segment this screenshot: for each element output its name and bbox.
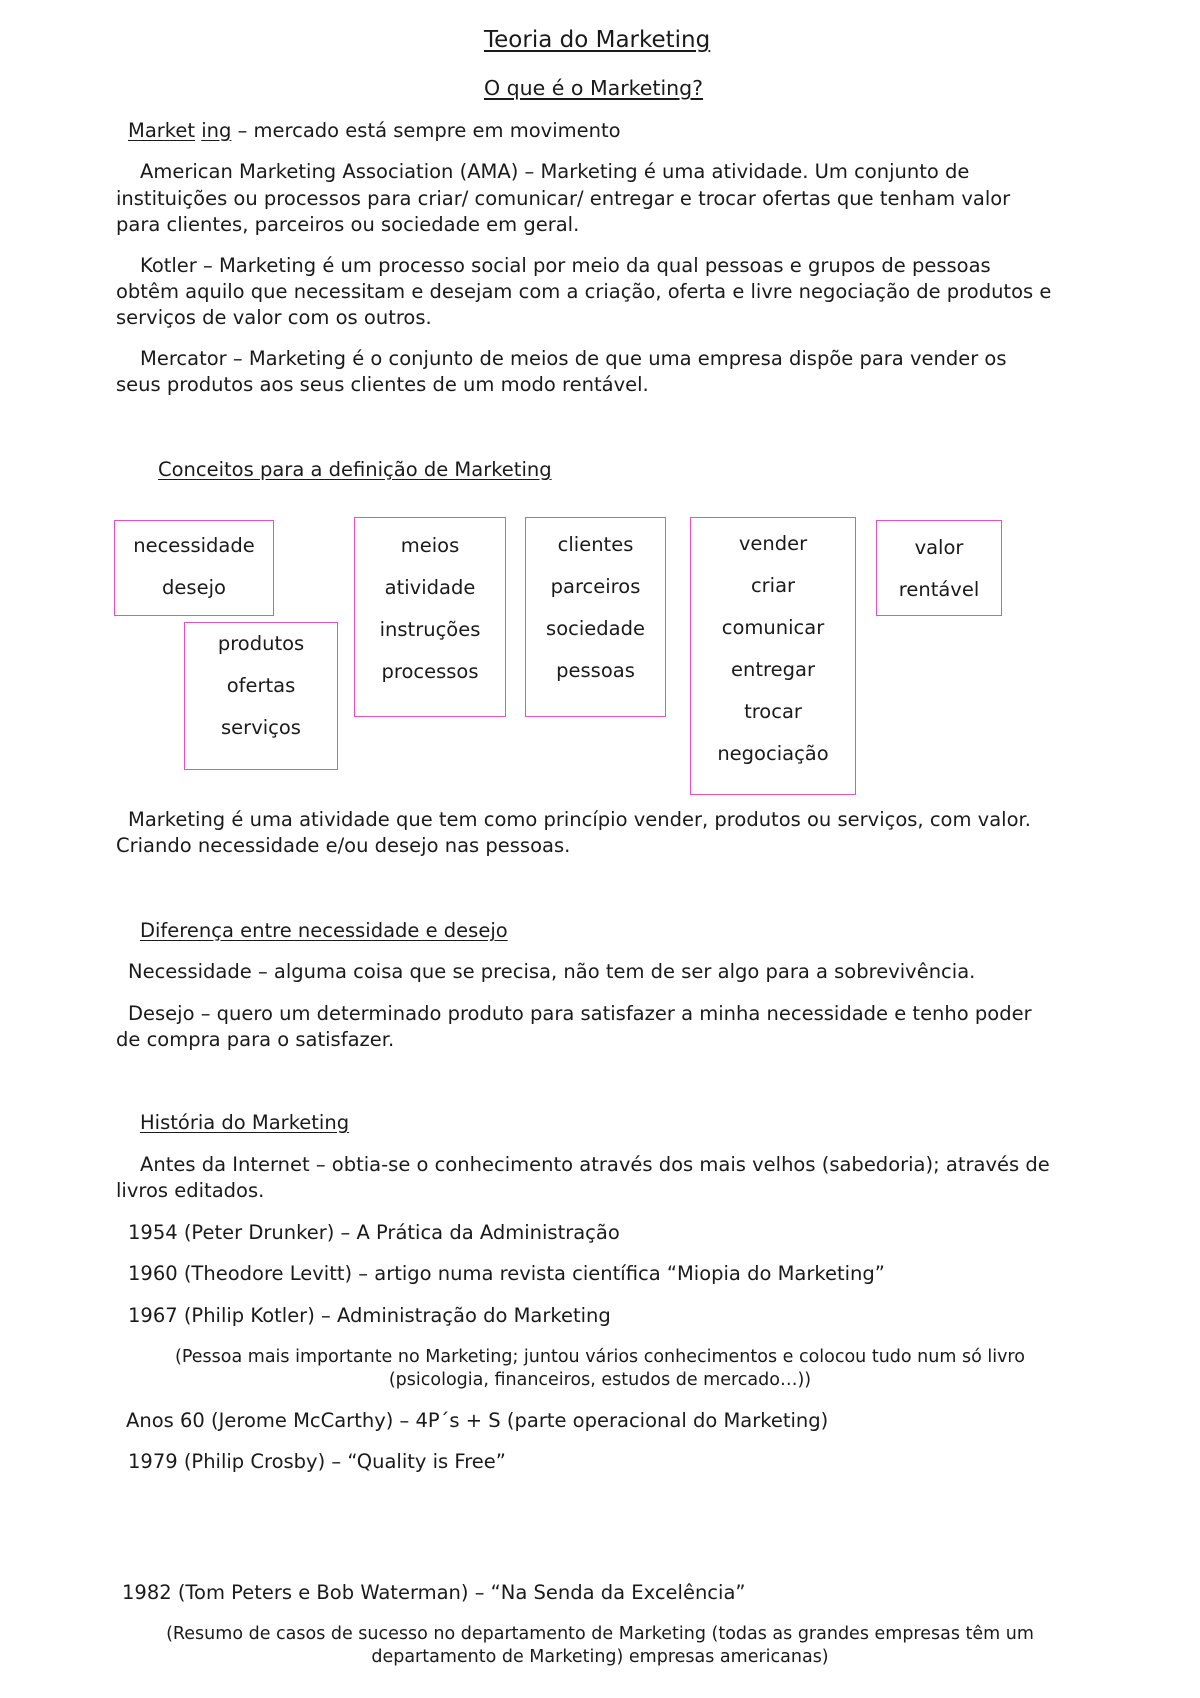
history-anos-60: Anos 60 (Jerome McCarthy) – 4P´s + S (parte operacional do Marketing) [126, 1409, 829, 1432]
ama-line-2: instituições ou processos para criar/ comunicar/ entregar e trocar ofertas que tenham valor [116, 187, 1011, 210]
box-text: parceiros [550, 575, 641, 598]
mercator-line-2: seus produtos aos seus clientes de um modo rentável. [116, 373, 649, 396]
box-text: negociação [717, 742, 829, 765]
history-1954: 1954 (Peter Drunker) – A Prática da Administração [128, 1221, 620, 1244]
desejo-line-1: Desejo – quero um determinado produto para satisfazer a minha necessidade e tenho poder [128, 1002, 1032, 1025]
history-1979: 1979 (Philip Crosby) – “Quality is Free” [128, 1450, 506, 1473]
page-subtitle: O que é o Marketing? [484, 76, 704, 100]
antes-line-1: Antes da Internet – obtia-se o conhecimento através dos mais velhos (sabedoria); através de [140, 1153, 1050, 1176]
box-necessidade [114, 520, 274, 616]
market-ing-line [128, 118, 621, 144]
box-text: produtos [217, 632, 305, 655]
box-text: meios [400, 534, 460, 557]
box-clientes [525, 517, 666, 717]
antes-line-2: livros editados. [116, 1179, 265, 1202]
kotler-line-2: obtêm aquilo que necessitam e desejam com a criação, oferta e livre negociação de produtos e [116, 280, 1052, 303]
ama-line-3: para clientes, parceiros ou sociedade em geral. [116, 213, 580, 236]
box-text: rentável [898, 578, 980, 601]
box-text: vender [738, 532, 808, 555]
box-text: clientes [557, 533, 634, 556]
mercator-line-1: Mercator – Marketing é o conjunto de meios de que uma empresa dispõe para vender os [140, 347, 1007, 370]
page-title: Teoria do Marketing [484, 27, 711, 53]
box-text: sociedade [546, 617, 645, 640]
box-text: instruções [379, 618, 481, 641]
desejo-line-2: de compra para o satisfazer. [116, 1028, 395, 1051]
box-text: ofertas [226, 674, 296, 697]
box-text: entregar [731, 658, 815, 681]
summary-line-2: Criando necessidade e/ou desejo nas pessoas. [116, 834, 571, 857]
box-text: criar [750, 574, 796, 597]
box-meios [354, 517, 506, 717]
necessidade-line: Necessidade – alguma coisa que se precisa, não tem de ser algo para a sobrevivência. [128, 960, 976, 983]
history-1967: 1967 (Philip Kotler) – Administração do Marketing [128, 1304, 611, 1327]
box-vender [690, 517, 856, 795]
box-text: serviços [221, 716, 301, 739]
kotler-line-1: Kotler – Marketing é um processo social por meio da qual pessoas e grupos de pessoas [140, 254, 991, 277]
history-1982: 1982 (Tom Peters e Bob Waterman) – “Na Senda da Excelência” [122, 1581, 746, 1604]
history-1967-note-1: (Pessoa mais importante no Marketing; juntou vários conhecimentos e colocou tudo num só livro [175, 1347, 1025, 1367]
kotler-line-3: serviços de valor com os outros. [116, 306, 432, 329]
market-ing-rest: – mercado está sempre em movimento [231, 119, 621, 142]
difference-heading: Diferença entre necessidade e desejo [140, 919, 508, 942]
box-text: atividade [384, 576, 476, 599]
summary-line-1: Marketing é uma atividade que tem como princípio vender, produtos ou serviços, com valor. [128, 808, 1031, 831]
history-heading: História do Marketing [140, 1111, 350, 1134]
ing-word: ing [201, 119, 232, 142]
history-1982-note-1: (Resumo de casos de sucesso no departamento de Marketing (todas as grandes empresas têm um [166, 1624, 1034, 1644]
box-text: pessoas [556, 659, 635, 682]
box-text: valor [914, 536, 964, 559]
box-text: necessidade [133, 534, 255, 557]
market-word: Market [128, 119, 196, 142]
box-text: processos [381, 660, 479, 683]
box-produtos [184, 622, 338, 770]
box-text: trocar [744, 700, 802, 723]
box-text: desejo [162, 576, 226, 599]
box-valor [876, 520, 1002, 616]
ama-line-1: American Marketing Association (AMA) – Marketing é uma atividade. Um conjunto de [140, 160, 970, 183]
concepts-heading: Conceitos para a definição de Marketing [158, 458, 552, 481]
history-1982-note-2: departamento de Marketing) empresas americanas) [371, 1647, 829, 1667]
history-1960: 1960 (Theodore Levitt) – artigo numa revista científica “Miopia do Marketing” [128, 1262, 885, 1285]
box-text: comunicar [721, 616, 825, 639]
history-1967-note-2: (psicologia, financeiros, estudos de mercado…)) [388, 1370, 812, 1390]
